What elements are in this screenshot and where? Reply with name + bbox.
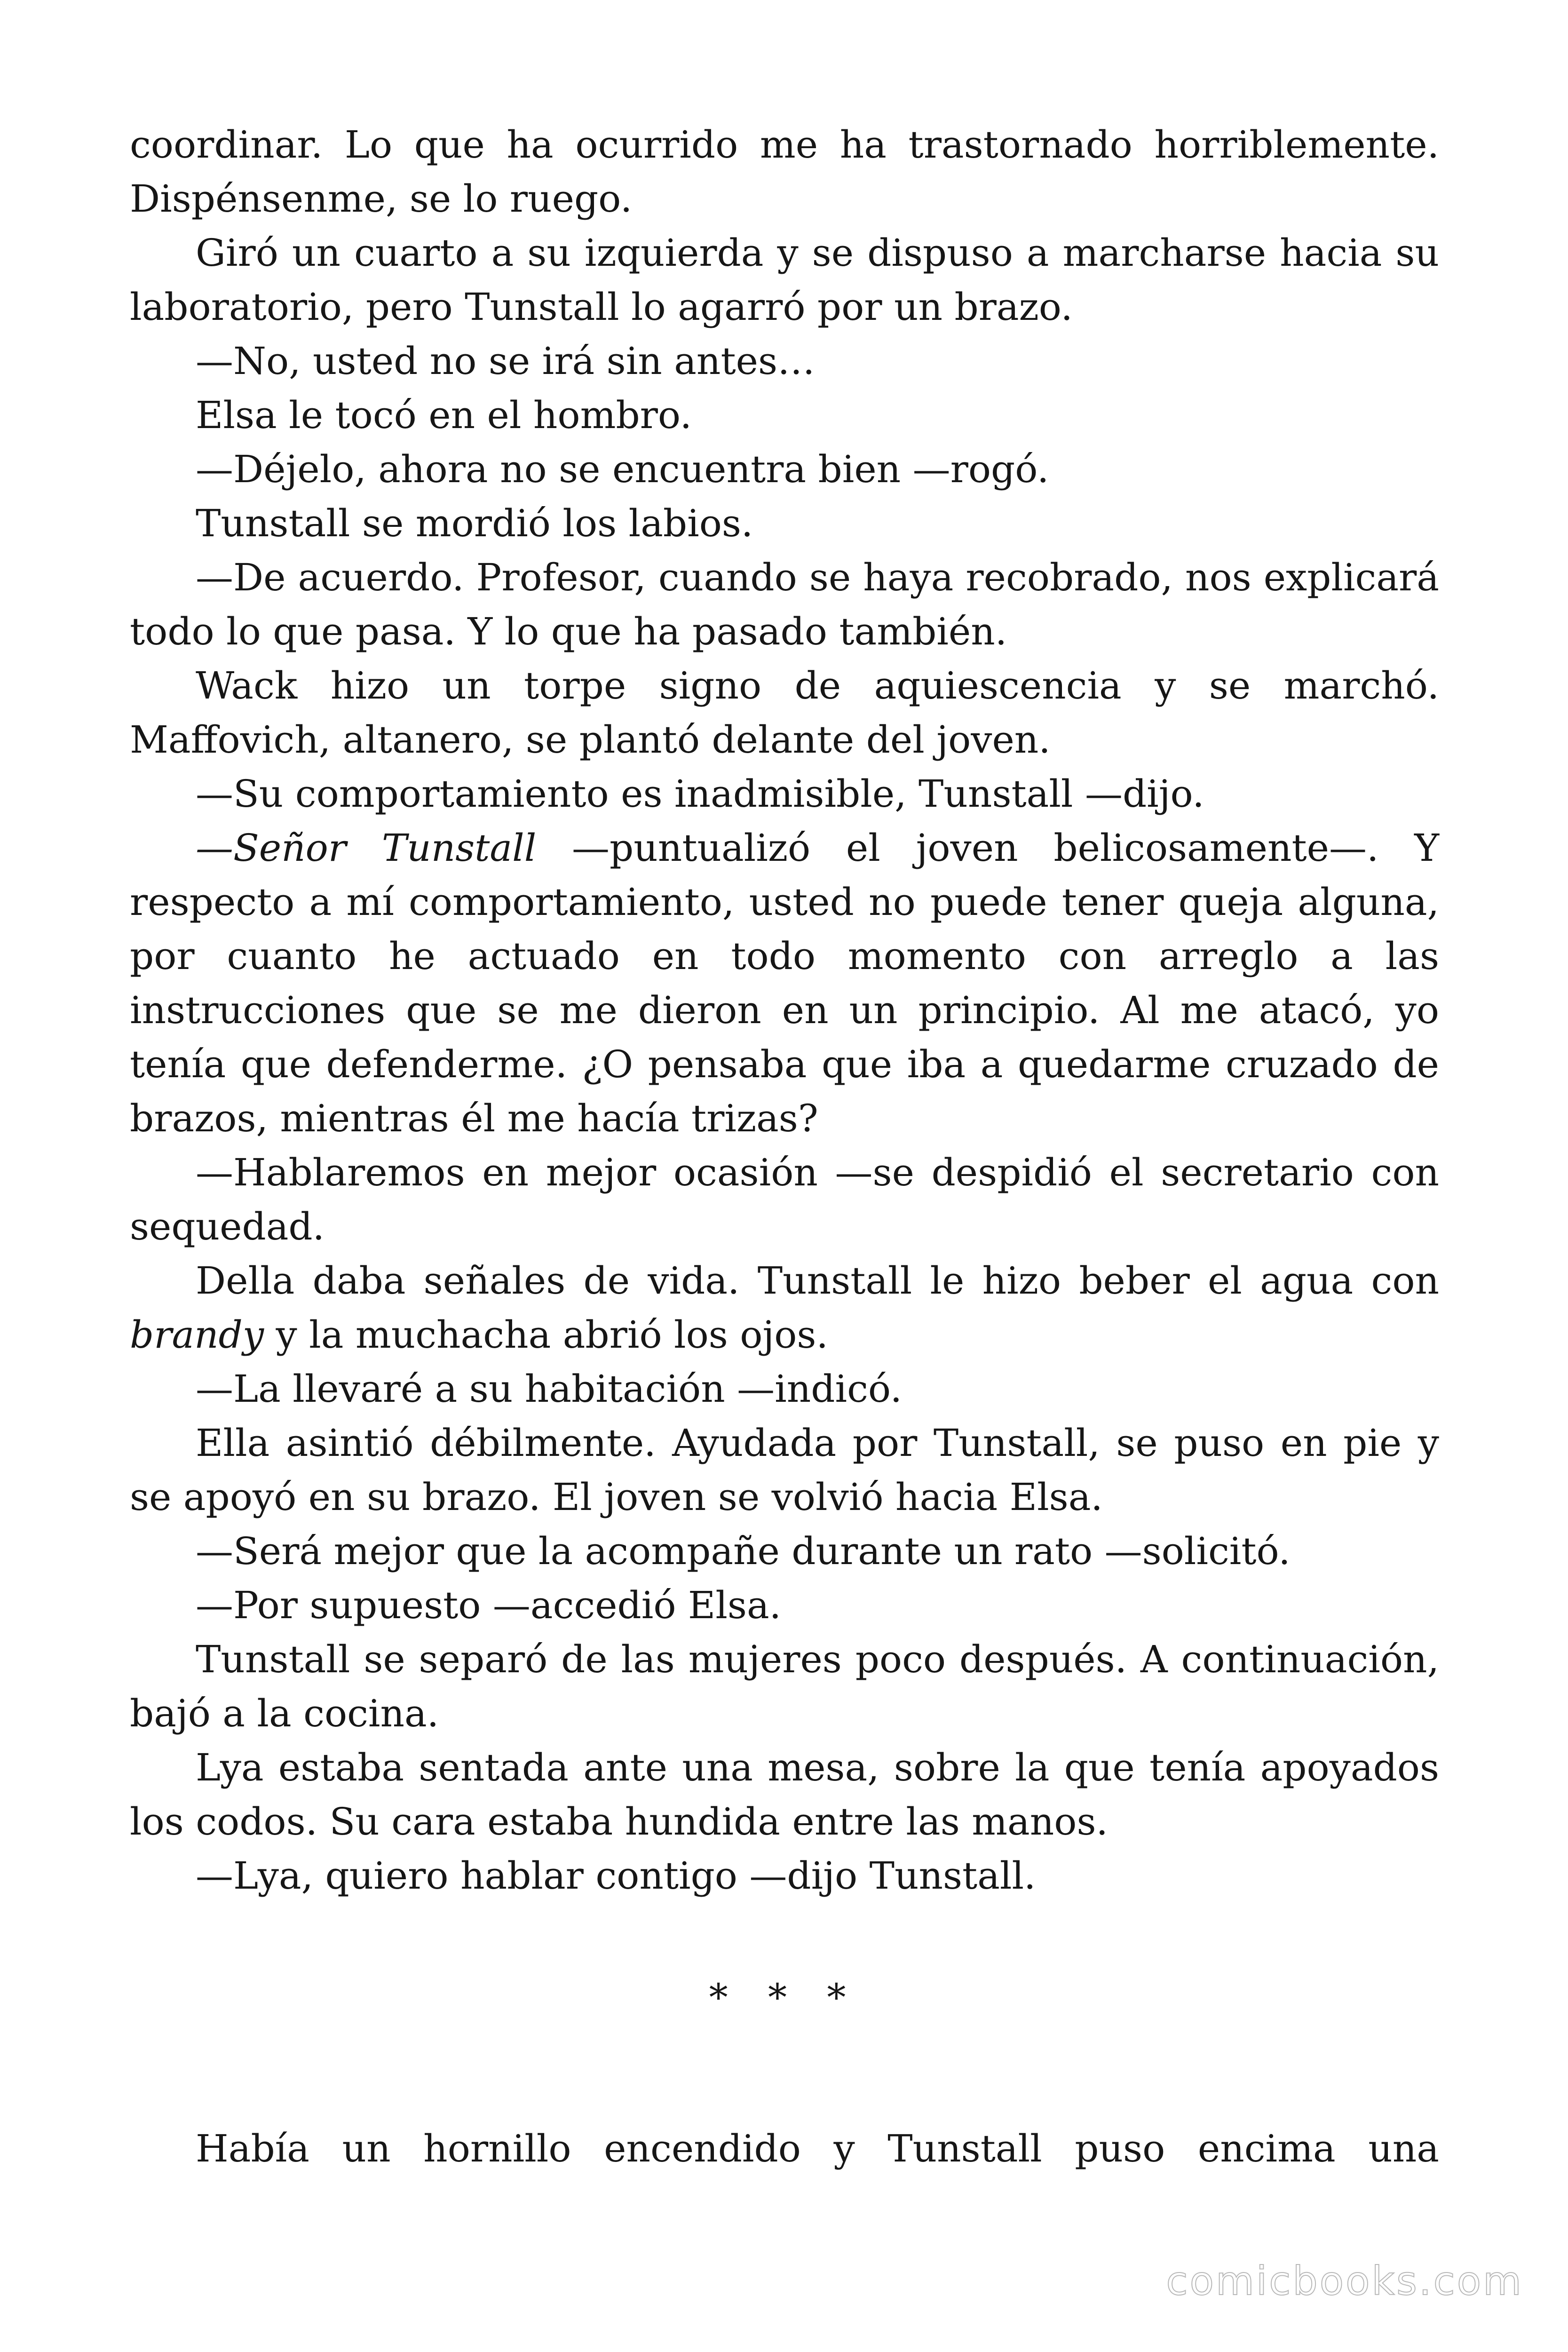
paragraph-text: Della daba señales de vida. Tunstall le hizo beber el agua con xyxy=(196,1259,1439,1303)
scene-break: * * * xyxy=(709,1976,860,2019)
paragraph-text: —puntualizó el joven belicosamente—. Y respecto a mí comportamiento, usted no puede tener queja alguna, por cuanto he actuado en todo momento con arreglo a las instrucciones que se me dieron en un principio. Al me atacó, yo tenía que defenderme. ¿O pensaba que iba a quedarme cruzado de brazos, mientras él me hacía trizas? xyxy=(130,826,1440,1140)
paragraph: —La llevaré a su habitación —indicó. xyxy=(196,1367,903,1411)
paragraph: —Su comportamiento es inadmisible, Tunstall —dijo. xyxy=(196,772,1204,816)
paragraph: Había un hornillo encendido y Tunstall puso encima una xyxy=(196,2127,1439,2170)
paragraph: —Será mejor que la acompañe durante un rato —solicitó. xyxy=(196,1529,1291,1573)
paragraph: Lya estaba sentada ante una mesa, sobre la que tenía apoyados los codos. Su cara estaba hundida entre las manos. xyxy=(130,1746,1439,1843)
body-text xyxy=(130,118,1439,1903)
paragraph xyxy=(130,821,1439,1145)
watermark: comicbooks.com xyxy=(1166,2258,1523,2304)
paragraph: Tunstall se mordió los labios. xyxy=(196,501,753,545)
paragraph: —Hablaremos en mejor ocasión —se despidió el secretario con sequedad. xyxy=(130,1151,1439,1248)
paragraph: —Déjelo, ahora no se encuentra bien —rogó. xyxy=(196,447,1049,491)
paragraph-text: y la muchacha abrió los ojos. xyxy=(264,1313,828,1357)
paragraph: Giró un cuarto a su izquierda y se dispuso a marcharse hacia su laboratorio, pero Tunstall lo agarró por un brazo. xyxy=(130,231,1439,329)
emphasis-text: —Señor Tunstall xyxy=(196,826,537,870)
paragraph: —Por supuesto —accedió Elsa. xyxy=(196,1583,782,1627)
paragraph xyxy=(130,1254,1439,1362)
paragraph: Wack hizo un torpe signo de aquiescencia y se marchó. Maffovich, altanero, se plantó delante del joven. xyxy=(130,664,1439,762)
emphasis-text: brandy xyxy=(130,1313,264,1357)
paragraph: Tunstall se separó de las mujeres poco después. A continuación, bajó a la cocina. xyxy=(130,1637,1439,1735)
paragraph: —No, usted no se irá sin antes… xyxy=(196,339,815,383)
paragraph: Ella asintió débilmente. Ayudada por Tunstall, se puso en pie y se apoyó en su brazo. El joven se volvió hacia Elsa. xyxy=(130,1421,1439,1519)
paragraph: coordinar. Lo que ha ocurrido me ha trastornado horriblemente. Dispénsenme, se lo ruego. xyxy=(130,123,1439,221)
paragraph: —De acuerdo. Profesor, cuando se haya recobrado, nos explicará todo lo que pasa. Y lo que ha pasado también. xyxy=(130,556,1439,653)
paragraph: —Lya, quiero hablar contigo —dijo Tunstall. xyxy=(196,1854,1036,1898)
paragraph: Elsa le tocó en el hombro. xyxy=(196,393,692,437)
